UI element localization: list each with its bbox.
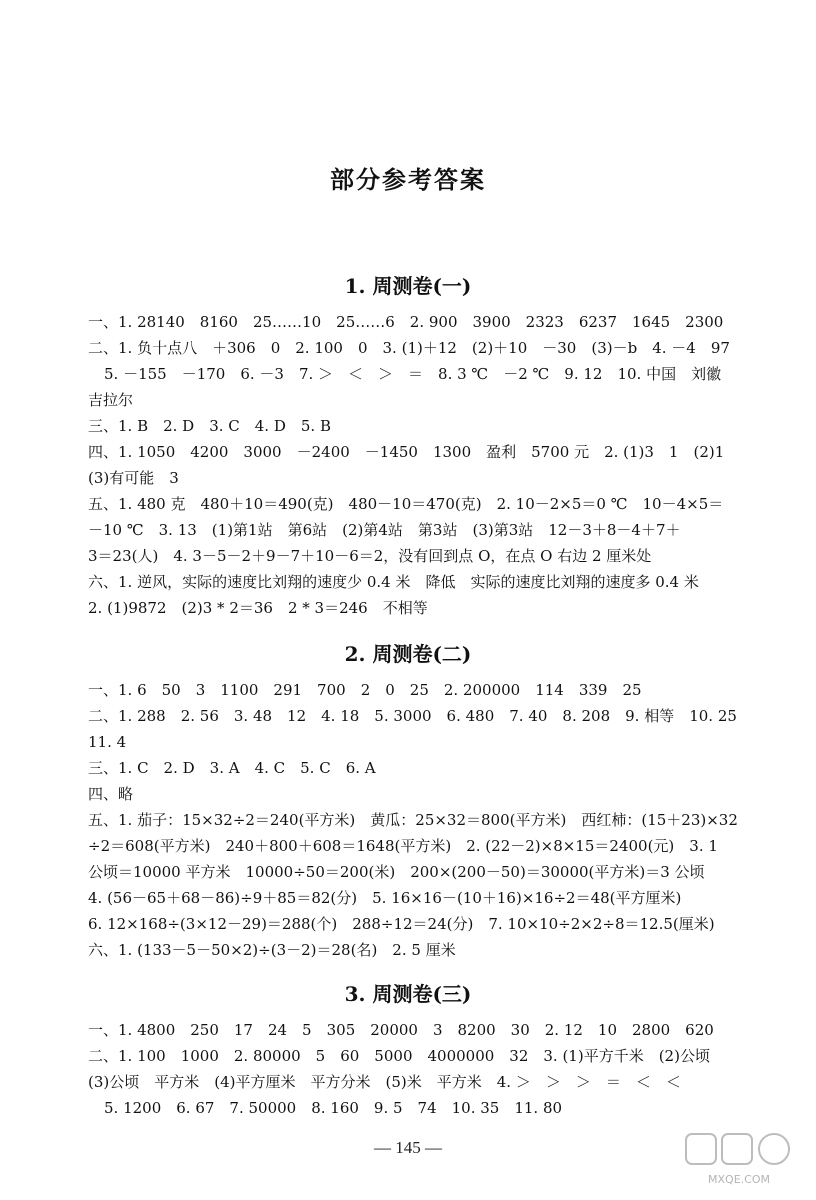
answer-line: 4. (56－65＋68－86)÷9＋85＝82(分) 5. 16×16－(10＋16)×16÷2＝48(平方厘米) — [88, 889, 682, 907]
answer-line: ÷2＝608(平方米) 240＋800＋608＝1648(平方米) 2. (22－2)×8×15＝2400(元) 3. 1 — [88, 837, 718, 855]
answer-line: 6. 12×168÷(3×12－29)＝288(个) 288÷12＝24(分) 7. 10×10÷2×2÷8＝12.5(厘米) — [88, 915, 715, 933]
answer-line: 11. 4 — [88, 733, 127, 751]
answer-line: 四、略 — [88, 785, 134, 803]
answer-line: 公顷＝10000 平方米 10000÷50＝200(米) 200×(200－50)＝30000(平方米)＝3 公顷 — [88, 863, 705, 881]
answer-line: 六、1. (133－5－50×2)÷(3－2)＝28(名) 2. 5 厘米 — [88, 941, 456, 959]
page-number: — 145 — — [374, 1138, 442, 1157]
answer-line: 吉拉尔 — [88, 391, 134, 409]
answer-line: 二、1. 负十点八 ＋306 0 2. 100 0 3. (1)＋12 (2)＋10 －30 (3)－b 4. －4 97 — [88, 339, 730, 357]
section-heading-3: 3. 周测卷(三) — [344, 982, 472, 1006]
answer-line: 一、1. 6 50 3 1100 291 700 2 0 25 2. 200000 114 339 25 — [88, 681, 642, 699]
watermark-logo — [684, 1130, 794, 1186]
answer-line: (3)公顷 平方米 (4)平方厘米 平方分米 (5)米 平方米 4. ＞ ＞ ＞ ＝ ＜ ＜ — [88, 1073, 681, 1091]
answer-line: 5. 1200 6. 67 7. 50000 8. 160 9. 5 74 10. 35 11. 80 — [104, 1099, 563, 1117]
answer-line: (3)有可能 3 — [88, 469, 179, 487]
section-heading-1: 1. 周测卷(一) — [344, 274, 472, 298]
answer-line: －10 ℃ 3. 13 (1)第1站 第6站 (2)第4站 第3站 (3)第3站 12－3＋8－4＋7＋ — [88, 521, 681, 539]
watermark-text: MXQE.COM — [708, 1173, 770, 1186]
answer-line: 五、1. 茄子：15×32÷2＝240(平方米) 黄瓜：25×32＝800(平方米) 西红柿：(15＋23)×32 — [88, 811, 738, 829]
answer-line: 一、1. 28140 8160 25……10 25……6 2. 900 3900 2323 6237 1645 2300 — [88, 313, 724, 331]
answer-line: 二、1. 100 1000 2. 80000 5 60 5000 4000000 32 3. (1)平方千米 (2)公顷 — [88, 1047, 710, 1065]
answer-line: 四、1. 1050 4200 3000 －2400 －1450 1300 盈利 5700 元 2. (1)3 1 (2)1 — [88, 443, 725, 461]
answer-line: 2. (1)9872 (2)3 * 2＝36 2 * 3＝246 不相等 — [88, 599, 428, 617]
answer-line: 5. －155 －170 6. －3 7. ＞ ＜ ＞ ＝ 8. 3 ℃ －2 ℃ 9. 12 10. 中国 刘徽 — [104, 365, 722, 383]
answer-line: 三、1. B 2. D 3. C 4. D 5. B — [88, 417, 331, 435]
watermark-icon — [684, 1130, 794, 1170]
page-title: 部分参考答案 — [330, 165, 486, 194]
answer-line: 一、1. 4800 250 17 24 5 305 20000 3 8200 30 2. 12 10 2800 620 — [88, 1021, 714, 1039]
answer-line: 六、1. 逆风，实际的速度比刘翔的速度少 0.4 米 降低 实际的速度比刘翔的速度多 0.4 米 — [88, 573, 699, 591]
answer-line: 3＝23(人) 4. 3－5－2＋9－7＋10－6＝2，没有回到点 O，在点 O 右边 2 厘米处 — [88, 547, 652, 565]
answer-line: 五、1. 480 克 480＋10＝490(克) 480－10＝470(克) 2. 10－2×5＝0 ℃ 10－4×5＝ — [88, 495, 724, 513]
section-heading-2: 2. 周测卷(二) — [344, 642, 472, 666]
answer-line: 三、1. C 2. D 3. A 4. C 5. C 6. A — [88, 759, 376, 777]
answer-line: 二、1. 288 2. 56 3. 48 12 4. 18 5. 3000 6. 480 7. 40 8. 208 9. 相等 10. 25 — [88, 707, 737, 725]
